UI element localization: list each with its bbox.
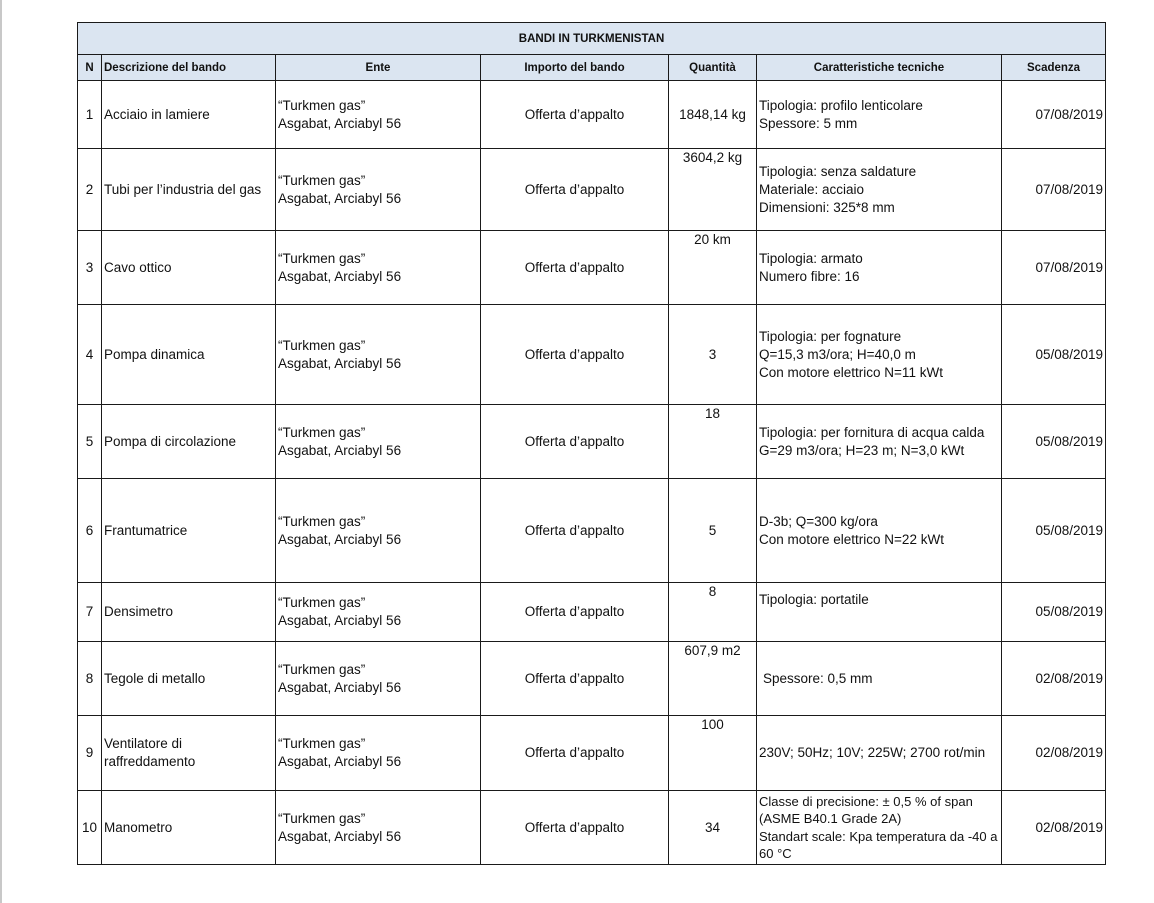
cell-ente [276,81,481,149]
cell-caratteristiche [757,791,1002,865]
header-ente: Ente [276,55,481,81]
tech-line: Tipologia: armato [759,250,863,266]
cell-n: 1 [78,81,102,149]
cell-quantita: 8 [669,583,757,642]
cell-importo: Offerta d’appalto [481,583,669,642]
tech-line: D-3b; Q=300 kg/ora [759,513,878,529]
cell-quantita: 3604,2 kg [669,149,757,231]
cell-n: 8 [78,642,102,716]
cell-descrizione [102,149,276,231]
window-left-edge [0,0,2,903]
cell-descrizione [102,716,276,791]
tech-line: Spessore: 5 mm [759,115,858,131]
cell-scadenza: 07/08/2019 [1002,149,1106,231]
table-row [78,583,1106,642]
cell-descrizione: Pompa di circolazione [102,405,276,479]
tech-line: Tipologia: senza saldature [759,163,917,179]
cell-caratteristiche [757,149,1002,231]
cell-importo: Offerta d’appalto [481,231,669,305]
tech-text: Standart scale: Kpa temperatura da -40 a 60 °C [759,828,998,861]
cell-ente [276,479,481,583]
cell-caratteristiche [757,81,1002,149]
cell-ente [276,405,481,479]
header-importo: Importo del bando [481,55,669,81]
tech-text: Classe di precisione: ± 0,5 % of span (ASME B40.1 Grade 2A) [759,793,973,826]
tech-text: 230V; 50Hz; 10V; 225W; 2700 rot/min [759,745,986,760]
ente-address: Asgabat, Arciabyl 56 [278,442,402,458]
cell-scadenza: 07/08/2019 [1002,231,1106,305]
tech-line: Numero fibre: 16 [759,268,860,284]
cell-ente [276,305,481,405]
cell-importo: Offerta d’appalto [481,149,669,231]
cell-scadenza: 05/08/2019 [1002,305,1106,405]
ente-name: “Turkmen gas” [278,810,366,826]
cell-importo: Offerta d’appalto [481,479,669,583]
cell-scadenza: 05/08/2019 [1002,405,1106,479]
header-scadenza: Scadenza [1002,55,1106,81]
cell-scadenza: 02/08/2019 [1002,791,1106,865]
cell-descrizione: Manometro [102,791,276,865]
header-descrizione: Descrizione del bando [102,55,276,81]
table-row [78,149,1106,231]
cell-importo: Offerta d’appalto [481,716,669,791]
cell-importo: Offerta d’appalto [481,791,669,865]
cell-ente [276,642,481,716]
cell-caratteristiche [757,479,1002,583]
tech-line: Con motore elettrico N=22 kWt [759,531,944,547]
tech-line: Materiale: acciaio [759,181,865,197]
cell-quantita: 3 [669,305,757,405]
cell-descrizione: Tegole di metallo [102,642,276,716]
cell-n: 10 [78,791,102,865]
cell-descrizione: Frantumatrice [102,479,276,583]
cell-caratteristiche [757,642,1002,716]
cell-scadenza: 02/08/2019 [1002,642,1106,716]
table-row [78,405,1106,479]
bandi-table [77,22,1106,865]
tech-line: Spessore: 0,5 mm [763,670,873,686]
cell-n: 9 [78,716,102,791]
cell-quantita: 100 [669,716,757,791]
ente-address: Asgabat, Arciabyl 56 [278,355,402,371]
cell-ente [276,791,481,865]
ente-address: Asgabat, Arciabyl 56 [278,613,402,628]
cell-caratteristiche [757,231,1002,305]
ente-address: Asgabat, Arciabyl 56 [278,190,402,206]
ente-address: Asgabat, Arciabyl 56 [278,115,402,131]
ente-name: “Turkmen gas” [278,513,366,529]
cell-n: 7 [78,583,102,642]
cell-importo: Offerta d’appalto [481,405,669,479]
cell-ente [276,716,481,791]
cell-ente [276,231,481,305]
tech-line: Tipologia: portatile [759,592,869,607]
cell-caratteristiche [757,716,1002,791]
cell-scadenza: 02/08/2019 [1002,716,1106,791]
ente-name: “Turkmen gas” [278,97,366,113]
cell-quantita: 20 km [669,231,757,305]
table-title: BANDI IN TURKMENISTAN [78,23,1106,55]
ente-address: Asgabat, Arciabyl 56 [278,679,402,695]
table-title-row [78,23,1106,55]
tech-line: Tipologia: per fognature [759,328,902,344]
tech-line: Tipologia: profilo lenticolare [759,97,923,113]
tech-line: Con motore elettrico N=11 kWt [759,364,943,380]
ente-name: “Turkmen gas” [278,736,366,751]
ente-name: “Turkmen gas” [278,424,366,440]
cell-caratteristiche [757,405,1002,479]
ente-name: “Turkmen gas” [278,595,366,610]
cell-caratteristiche [757,583,1002,642]
cell-quantita: 607,9 m2 [669,642,757,716]
cell-importo: Offerta d’appalto [481,642,669,716]
cell-n: 2 [78,149,102,231]
tech-line: Dimensioni: 325*8 mm [759,199,895,215]
ente-name: “Turkmen gas” [278,337,366,353]
cell-descrizione: Cavo ottico [102,231,276,305]
cell-quantita: 5 [669,479,757,583]
cell-scadenza: 05/08/2019 [1002,479,1106,583]
table-row [78,791,1106,865]
table-row [78,479,1106,583]
cell-importo: Offerta d’appalto [481,81,669,149]
table-row [78,305,1106,405]
cell-quantita: 1848,14 kg [669,81,757,149]
ente-address: Asgabat, Arciabyl 56 [278,828,402,844]
header-quantita: Quantità [669,55,757,81]
ente-address: Asgabat, Arciabyl 56 [278,268,402,284]
ente-name: “Turkmen gas” [278,250,366,266]
table-row [78,231,1106,305]
table-header-row [78,55,1106,81]
table-row [78,642,1106,716]
table-row [78,716,1106,791]
cell-n: 6 [78,479,102,583]
cell-ente [276,149,481,231]
cell-quantita: 18 [669,405,757,479]
cell-ente [276,583,481,642]
cell-n: 4 [78,305,102,405]
cell-scadenza: 05/08/2019 [1002,583,1106,642]
descrizione-text: Tubi per l’industria del gas [104,181,262,197]
cell-n: 3 [78,231,102,305]
table-row [78,81,1106,149]
cell-n: 5 [78,405,102,479]
ente-name: “Turkmen gas” [278,172,366,188]
ente-address: Asgabat, Arciabyl 56 [278,754,402,769]
tech-text: Tipologia: per fornitura di acqua calda G=29 m3/ora; H=23 m; N=3,0 kWt [759,424,985,458]
tech-line: Q=15,3 m3/ora; H=40,0 m [759,346,916,362]
cell-scadenza: 07/08/2019 [1002,81,1106,149]
cell-descrizione: Acciaio in lamiere [102,81,276,149]
cell-descrizione: Densimetro [102,583,276,642]
ente-name: “Turkmen gas” [278,661,366,677]
ente-address: Asgabat, Arciabyl 56 [278,531,402,547]
header-caratteristiche: Caratteristiche tecniche [757,55,1002,81]
cell-caratteristiche [757,305,1002,405]
descrizione-text: Ventilatore di raffreddamento [104,736,196,769]
cell-descrizione: Pompa dinamica [102,305,276,405]
header-n: N [78,55,102,81]
cell-importo: Offerta d’appalto [481,305,669,405]
cell-quantita: 34 [669,791,757,865]
